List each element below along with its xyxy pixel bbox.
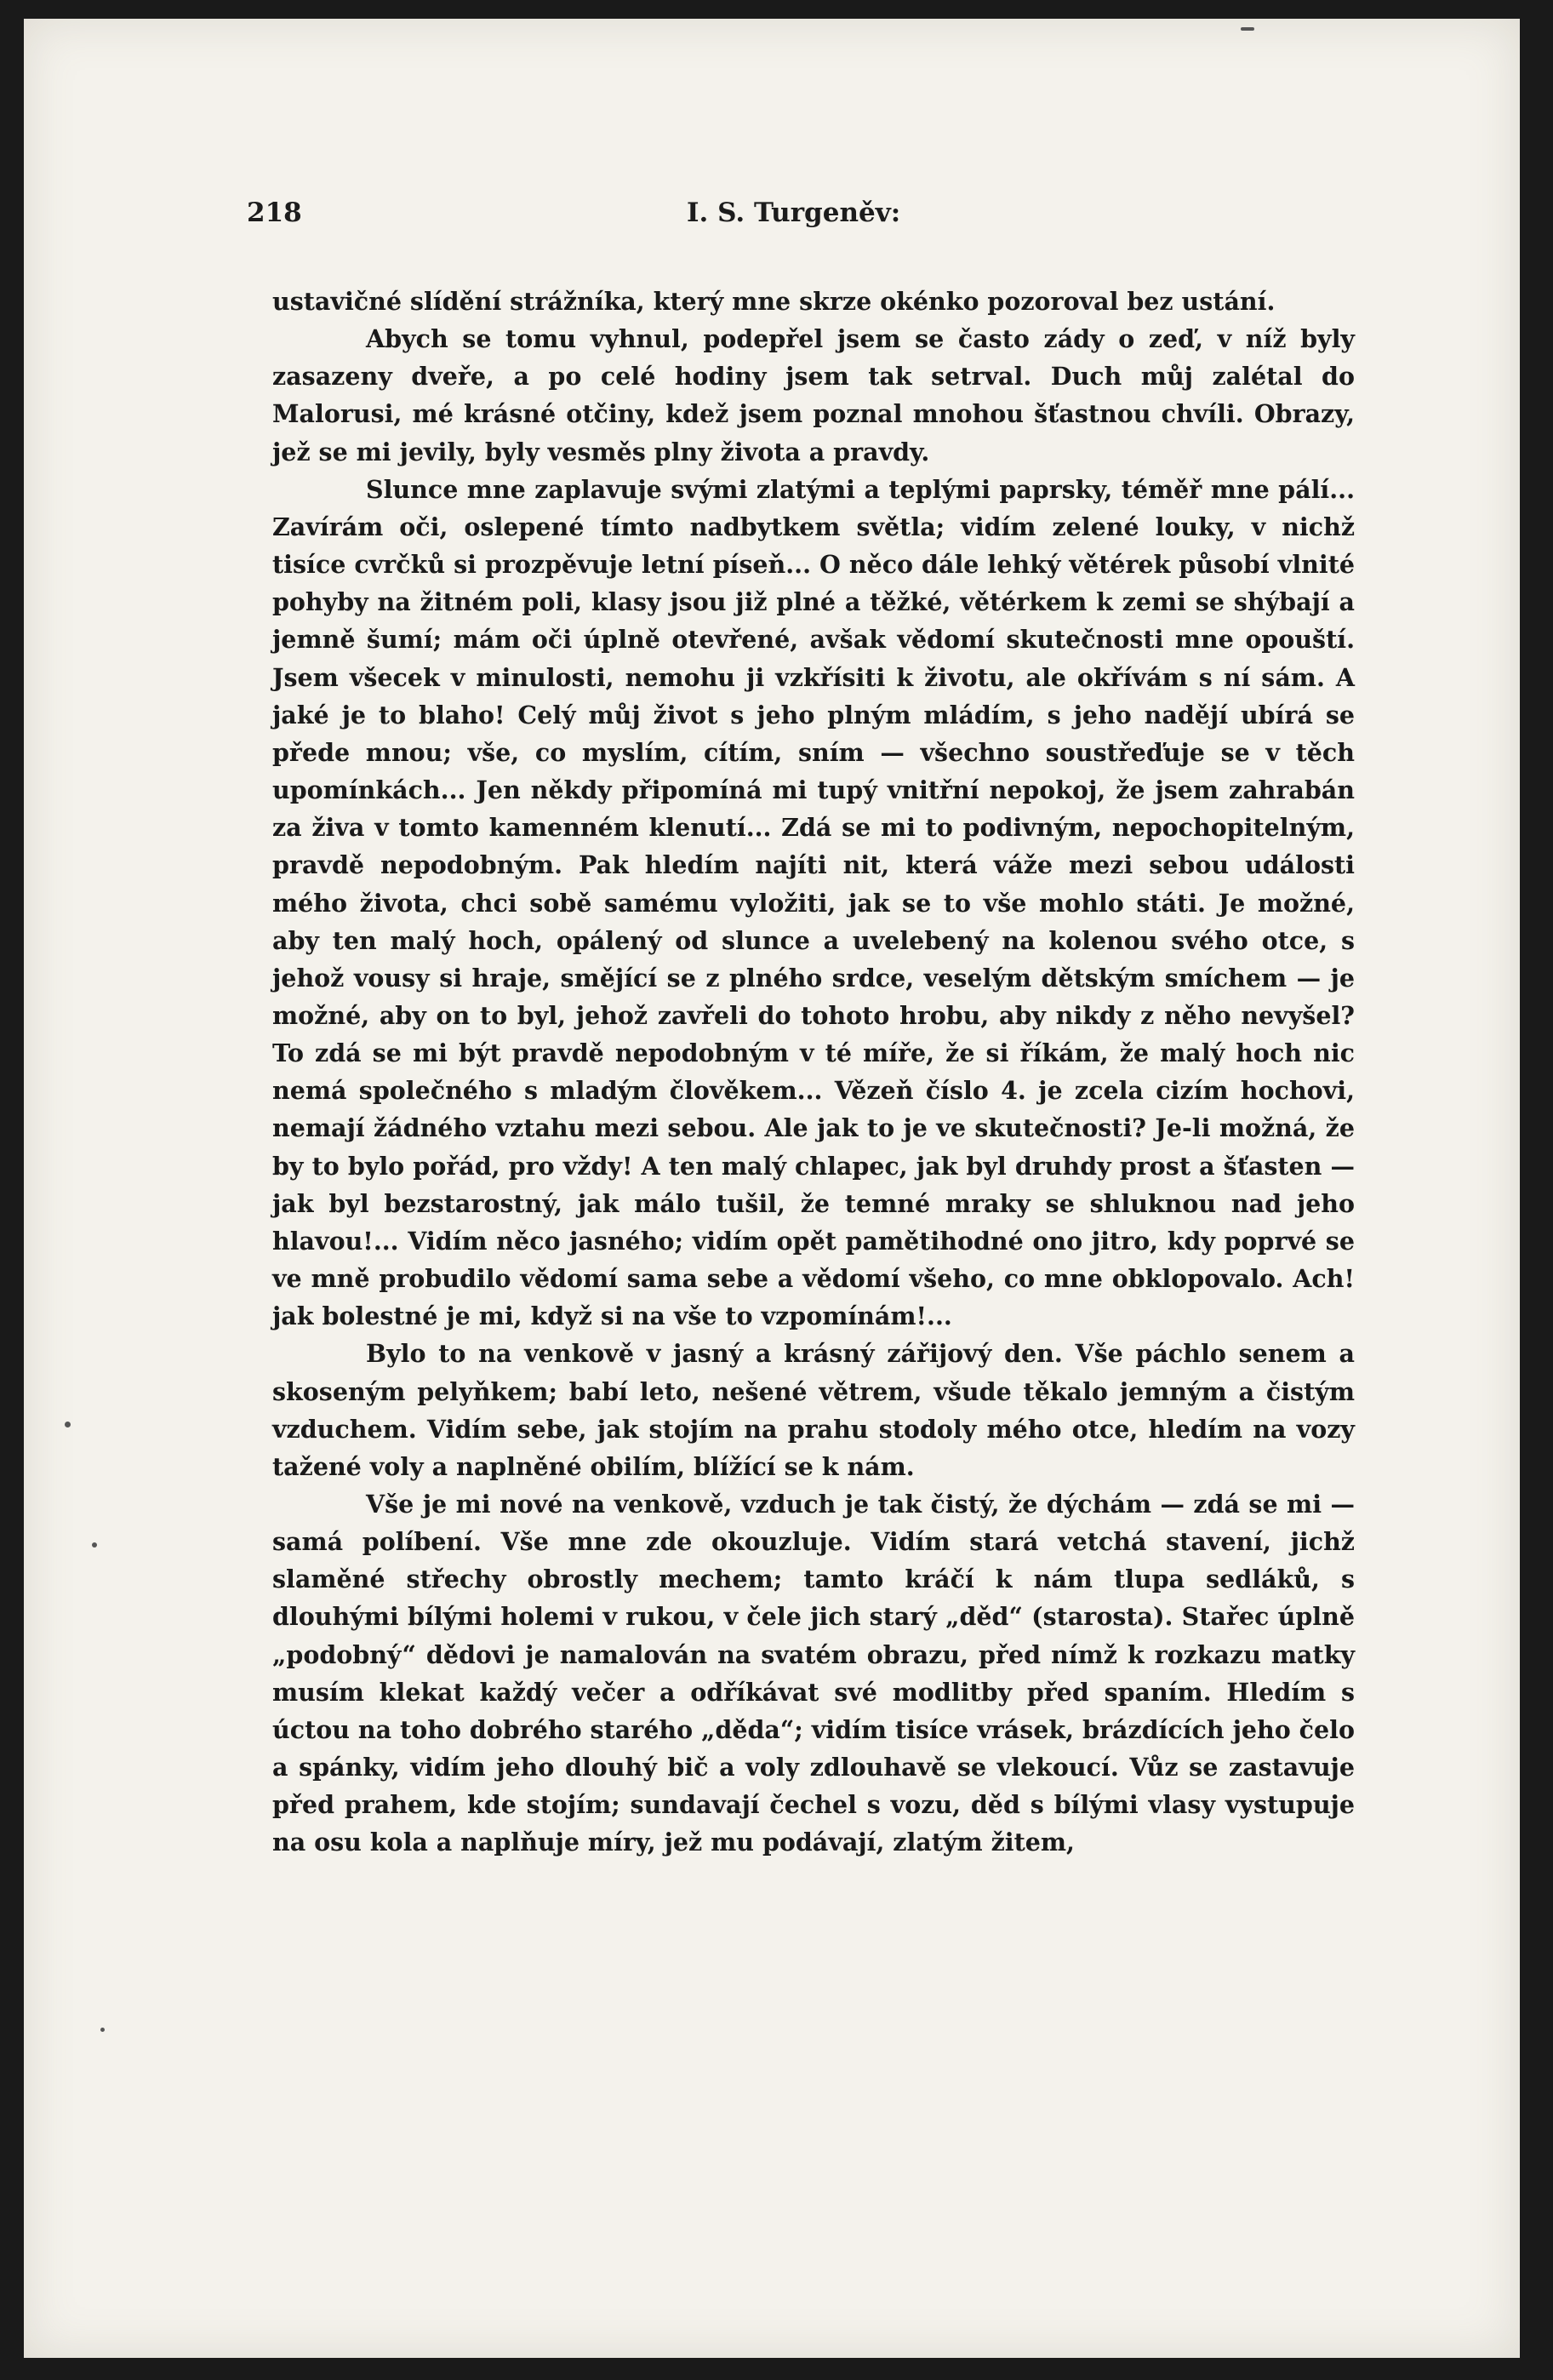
page-number: 218 [247, 197, 302, 228]
paragraph: Vše je mi nové na venkově, vzduch je tak čistý, že dýchám — zdá se mi — samá políbení. Vše mne zde okouzluje. Vidím stará vetchá stavení, jichž slaměné střechy obrostly mechem; tamto kráčí k nám tlupa sedláků, s dlouhými bílými holemi v rukou, v čele jich starý „děd“ (starosta). Stařec úplně „podobný“ dědovi je namalován na svatém obrazu, před nímž k rozkazu matky musím klekat každý večer a odříkávat své modlitby před spaním. Hledím s úctou na toho dobrého starého „děda“; vidím tisíce vrásek, brázdících jeho čelo a spánky, vidím jeho dlouhý bič a voly zdlouhavě se vlekoucí. Vůz se zastavuje před prahem, kde stojím; sundavají čechel s vozu, děd s bílými vlasy vystupuje na osu kola a naplňuje míry, jež mu podávají, zlatým žitem, [272, 1490, 1355, 1857]
paragraph: Abych se tomu vyhnul, podepřel jsem se často zády o zeď, v níž byly zasazeny dveře, a po celé hodiny jsem tak setrval. Duch můj zalétal do Malorusi, mé krásné otčiny, kdež jsem poznal mnohou šťastnou chvíli. Obrazy, jež se mi jevily, byly vesměs plny života a pravdy. [272, 324, 1355, 466]
body-text [272, 283, 1355, 1862]
paper-speck [92, 1542, 97, 1548]
paper-speck [100, 2028, 105, 2032]
paper-speck [1241, 27, 1254, 31]
paper-speck [65, 1422, 71, 1427]
paragraph: Bylo to na venkově v jasný a krásný zářijový den. Vše páchlo senem a skoseným pelyňkem; babí leto, nešené větrem, všude těkalo jemným a čistým vzduchem. Vidím sebe, jak stojím na prahu stodoly mého otce, hledím na vozy tažené voly a naplněné obilím, blížící se k nám. [272, 1339, 1355, 1481]
paragraph: Slunce mne zaplavuje svými zlatými a teplými paprsky, téměř mne pálí... Zavírám oči, oslepené tímto nadbytkem světla; vidím zelené louky, v nichž tisíce cvrčků si prozpěvuje letní píseň... O něco dále lehký větérek působí vlnité pohyby na žitném poli, klasy jsou již plné a těžké, větérkem k zemi se shýbají a jemně šumí; mám oči úplně otevřené, avšak vědomí skutečnosti mne opouští. Jsem všecek v minulosti, nemohu ji vzkřísiti k životu, ale okřívám s ní sám. A jaké je to blaho! Celý můj život s jeho plným mládím, s jeho nadějí ubírá se přede mnou; vše, co myslím, cítím, sním — všechno soustřeďuje se v těch upomínkách... Jen někdy připomíná mi tupý vnitřní nepokoj, že jsem zahrabán za živa v tomto kamenném klenutí... Zdá se mi to podivným, nepochopitelným, pravdě nepodobným. Pak hledím najíti nit, která váže mezi sebou události mého života, chci sobě samému vyložiti, jak se to vše mohlo státi. Je možné, aby ten malý hoch, opálený od slunce a uvelebený na kolenou svého otce, s jehož vousy si hraje, smějící se z plného srdce, veselým dětským smíchem — je možné, aby on to byl, jehož zavřeli do tohoto hrobu, aby nikdy z něho nevyšel? To zdá se mi být pravdě nepodobným v té míře, že si říkám, že malý hoch nic nemá společného s mladým člověkem... Vězeň číslo 4. je zcela cizím hochovi, nemají žádného vztahu mezi sebou. Ale jak to je ve skutečnosti? Je-li možná, že by to bylo pořád, pro vždy! A ten malý chlapec, jak byl druhdy prost a šťasten — jak byl bezstarostný, jak málo tušil, že temné mraky se shluknou nad jeho hlavou!... Vidím něco jasného; vidím opět pamětihodné ono jitro, kdy poprvé se ve mně probudilo vědomí sama sebe a vědomí všeho, co mne obklopovalo. Ach! jak bolestné je mi, když si na vše to vzpomínám!... [272, 474, 1355, 1331]
page-header [247, 197, 1353, 232]
book-page [24, 19, 1520, 2358]
running-title: I. S. Turgeněv: [687, 197, 901, 228]
paragraph: ustavičné slídění strážníka, který mne skrze okénko pozoroval bez ustání. [272, 287, 1276, 316]
